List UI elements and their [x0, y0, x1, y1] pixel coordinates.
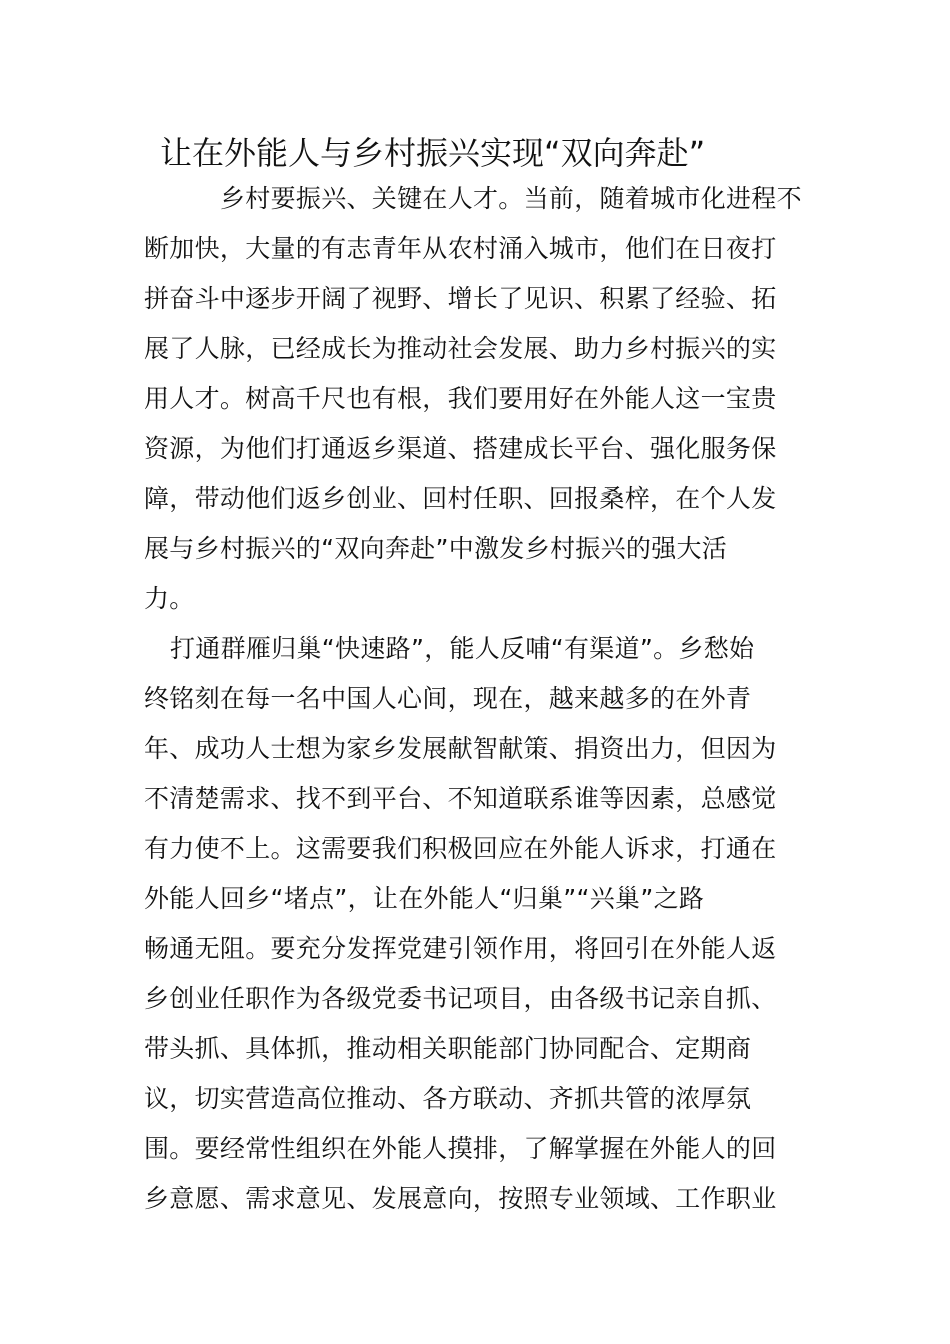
paragraph-1-line-6: 资源，为他们打通返乡渠道、搭建成长平台、强化服务保 — [144, 434, 777, 463]
paragraph-2-line-8: 乡创业任职作为各级党委书记项目，由各级书记亲自抓、 — [144, 984, 777, 1013]
document-title: 让在外能人与乡村振兴实现“双向奔赴” — [160, 134, 706, 172]
paragraph-1-line-1: 乡村要振兴、关键在人才。当前，随着城市化进程不 — [220, 184, 802, 213]
paragraph-1-line-3: 拼奋斗中逐步开阔了视野、增长了见识、积累了经验、拓 — [144, 284, 777, 313]
paragraph-2-line-1: 打通群雁归巢“快速路”，能人反哺“有渠道”。乡愁始 — [170, 634, 755, 663]
paragraph-2-line-12: 乡意愿、需求意见、发展意向，按照专业领域、工作职业 — [144, 1184, 777, 1213]
paragraph-2-line-4: 不清楚需求、找不到平台、不知道联系谁等因素，总感觉 — [144, 784, 777, 813]
paragraph-2-line-5: 有力使不上。这需要我们积极回应在外能人诉求，打通在 — [144, 834, 777, 863]
paragraph-1-line-8: 展与乡村振兴的“双向奔赴”中激发乡村振兴的强大活 — [144, 534, 728, 563]
paragraph-1-line-2: 断加快，大量的有志青年从农村涌入城市，他们在日夜打 — [144, 234, 777, 263]
paragraph-1-line-9: 力。 — [144, 584, 195, 613]
paragraph-1-line-5: 用人才。树高千尺也有根，我们要用好在外能人这一宝贵 — [144, 384, 777, 413]
paragraph-2-line-2: 终铭刻在每一名中国人心间，现在，越来越多的在外青 — [144, 684, 752, 713]
paragraph-2-line-3: 年、成功人士想为家乡发展献智献策、捐资出力，但因为 — [144, 734, 777, 763]
paragraph-2-line-7: 畅通无阻。要充分发挥党建引领作用，将回引在外能人返 — [144, 934, 777, 963]
paragraph-1-line-7: 障，带动他们返乡创业、回村任职、回报桑梓，在个人发 — [144, 484, 777, 513]
paragraph-2-line-6: 外能人回乡“堵点”，让在外能人“归巢”“兴巢”之路 — [144, 884, 705, 913]
paragraph-2-line-9: 带头抓、具体抓，推动相关职能部门协同配合、定期商 — [144, 1034, 752, 1063]
paragraph-2-line-10: 议，切实营造高位推动、各方联动、齐抓共管的浓厚氛 — [144, 1084, 752, 1113]
paragraph-2-line-11: 围。要经常性组织在外能人摸排，了解掌握在外能人的回 — [144, 1134, 777, 1163]
paragraph-1-line-4: 展了人脉，已经成长为推动社会发展、助力乡村振兴的实 — [144, 334, 777, 363]
